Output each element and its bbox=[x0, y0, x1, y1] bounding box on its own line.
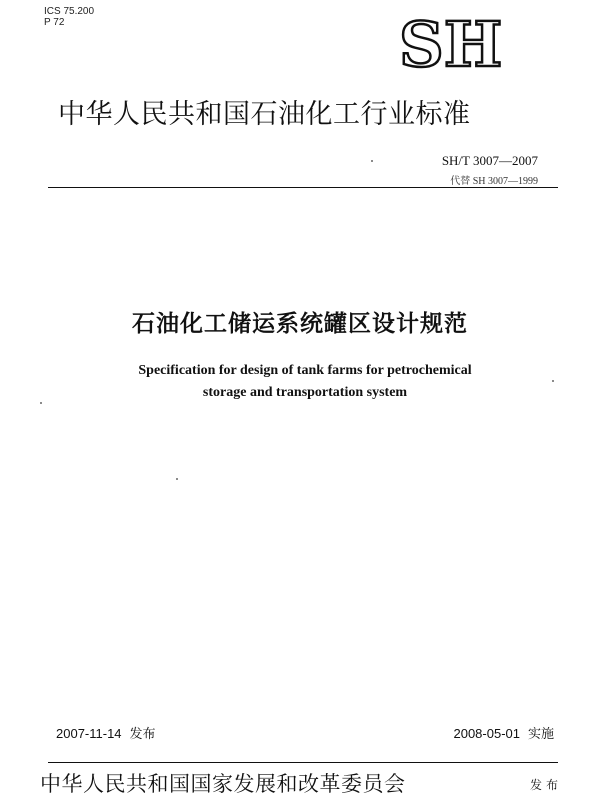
organization-title: 中华人民共和国石油化工行业标准 bbox=[58, 99, 471, 130]
standard-number: SH/T 3007—2007 bbox=[441, 153, 538, 168]
bottom-divider bbox=[48, 762, 558, 763]
classification-codes bbox=[44, 6, 94, 28]
scan-speck bbox=[552, 380, 554, 382]
replaces-standard: 代替 SH 3007—1999 bbox=[450, 176, 538, 187]
english-title-line-2: storage and transportation system bbox=[202, 385, 408, 400]
issue-word: 发布 bbox=[529, 778, 562, 792]
scan-speck bbox=[176, 478, 178, 480]
english-title-line-1: Specification for design of tank farms for petrochemical bbox=[138, 363, 472, 378]
issue-label: 发布 bbox=[129, 727, 156, 742]
issuing-authority: 中华人民共和国国家发展和改革委员会 bbox=[40, 772, 406, 796]
english-title bbox=[0, 360, 600, 404]
sh-logo bbox=[395, 14, 525, 74]
ics-code: ICS 75.200 bbox=[44, 6, 95, 17]
sh-logo-text: SH bbox=[399, 14, 503, 74]
scan-speck bbox=[40, 402, 42, 404]
implementation-label: 实施 bbox=[527, 727, 554, 742]
top-divider bbox=[48, 187, 558, 188]
implementation-date-block bbox=[453, 723, 554, 742]
ccs-code: P 72 bbox=[44, 17, 65, 28]
issue-date-block bbox=[56, 723, 156, 742]
chinese-title: 石油化工储运系统罐区设计规范 bbox=[132, 311, 468, 337]
issue-date: 2007-11-14 bbox=[56, 726, 122, 741]
implementation-date: 2008-05-01 bbox=[453, 726, 520, 741]
scan-speck bbox=[371, 160, 373, 162]
